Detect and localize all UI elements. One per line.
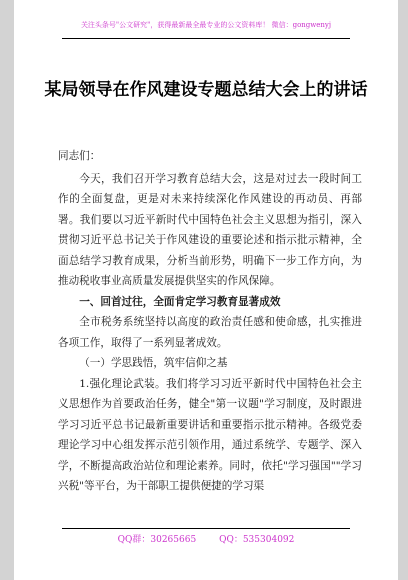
document-title: 某局领导在作风建设专题总结大会上的讲话: [44, 80, 368, 100]
salutation: 同志们：: [58, 150, 101, 162]
intro-paragraph: 今天，我们召开学习教育总结大会，这是对过去一段时间工作的全面复盘，更是对未来持续深化作风建设的再动员、再部署。我们要以习近平新时代中国特色社会主义思想为指引，深入贯彻习近平总书记关于作风建设的重要论述和指示批示精神，全面总结学习教育成果，分析当前形势，明确下一步工作方向，为推动税收事业高质量发展提供坚实的作风保障。: [58, 172, 362, 287]
section-heading: 一、回首过往，全面肯定学习教育显著成效: [79, 295, 281, 308]
document-body: [58, 146, 362, 497]
section-intro: 全市税务系统坚持以高度的政治责任感和使命感，扎实推进各项工作，取得了一系列显著成效。: [58, 316, 362, 349]
header-banner: 关注头条号"公文研究"，获得最新最全最专业的公文资料库！ 微信：gongwenyj: [80, 21, 332, 29]
footer-divider: [62, 528, 350, 529]
subheading: （一）学思践悟，筑牢信仰之基: [79, 357, 228, 369]
item-paragraph: 1.强化理论武装。我们将学习习近平新时代中国特色社会主义思想作为首要政治任务，健全"第一议题"学习制度，及时跟进学习习近平总书记最新重要讲话和重要指示批示精神。各级党委理论学习中心组发挥示范引领作用，通过系统学、专题学、深入学，不断提高政治站位和理论素养。同时，依托"学习强国""学习兴税"等平台，为干部职工提供便捷的学习渠: [58, 377, 362, 492]
footer-qq: QQ：535304092: [219, 535, 295, 545]
footer: [14, 532, 398, 545]
document-page: [14, 0, 398, 580]
header-divider: [62, 38, 350, 39]
footer-qq-group: QQ群：30265665: [117, 535, 197, 545]
